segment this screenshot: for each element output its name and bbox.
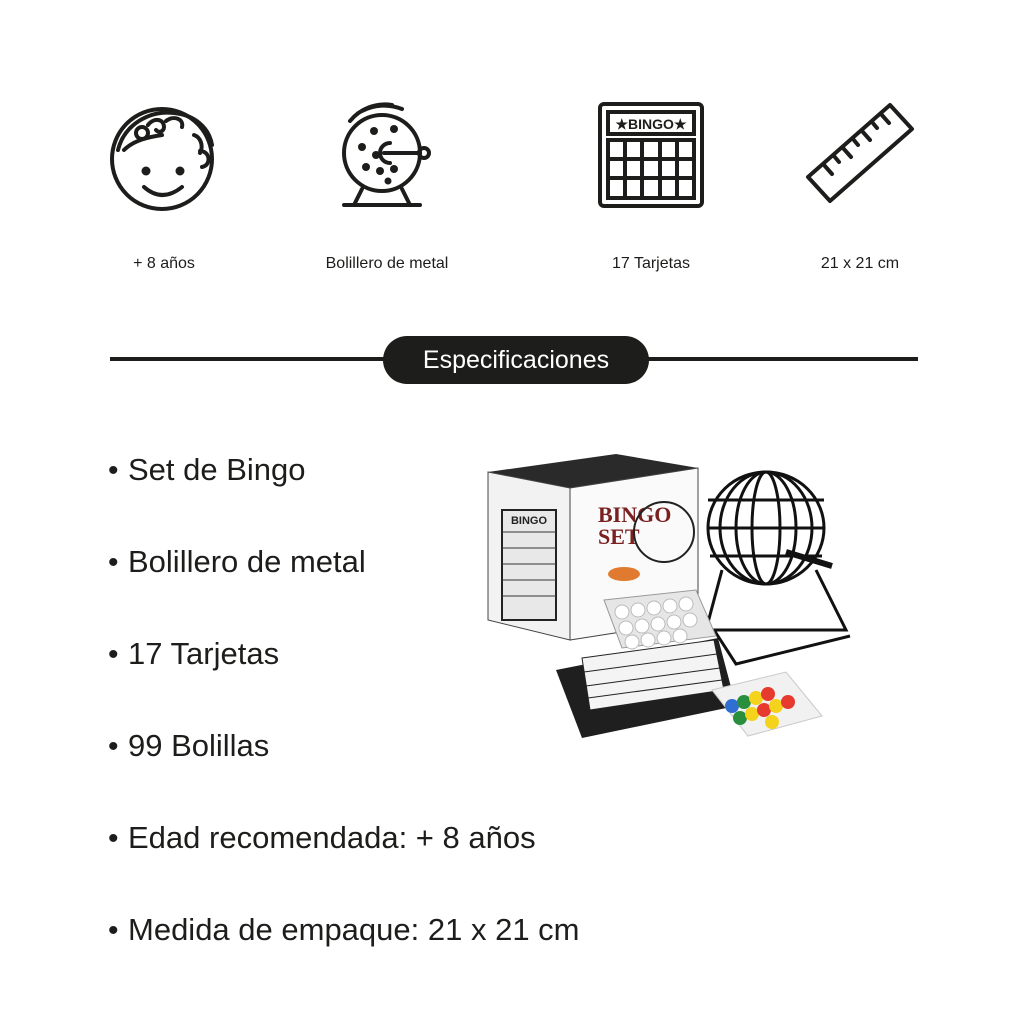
feature-cage-label: Bolillero de metal — [325, 255, 449, 272]
feature-cards-label: 17 Tarjetas — [612, 255, 690, 272]
bingo-card-icon-title: ★BINGO★ — [615, 116, 687, 132]
box-card-header: BINGO — [510, 515, 548, 527]
box-title-line2: SET — [598, 524, 640, 549]
bingo-card-icon — [541, 90, 761, 220]
ruler-icon — [750, 90, 970, 220]
bullet: • — [108, 638, 119, 671]
feature-cards — [541, 90, 761, 272]
spec-text: 17 Tarjetas — [128, 636, 280, 671]
product-image — [486, 440, 856, 750]
feature-age — [54, 90, 274, 272]
bullet: • — [108, 822, 119, 855]
cards-stack — [556, 638, 736, 738]
feature-size-label: 21 x 21 cm — [820, 255, 900, 272]
wire-cage — [706, 472, 850, 664]
child-face-icon — [54, 90, 274, 220]
spec-item — [108, 908, 580, 1000]
spec-text: Bolillero de metal — [128, 544, 366, 579]
spec-item — [108, 816, 580, 908]
section-title: Especificaciones — [383, 336, 649, 384]
divider-right — [644, 357, 918, 361]
box-title-line1: BINGO — [598, 502, 672, 527]
bingo-cage-icon — [277, 90, 497, 220]
bullet: • — [108, 914, 119, 947]
feature-age-label: + 8 años — [133, 255, 195, 272]
feature-size — [750, 90, 970, 272]
feature-cage — [277, 90, 497, 272]
divider-left — [110, 357, 388, 361]
spec-text: 99 Bolillas — [128, 728, 270, 763]
ball-tray — [604, 590, 716, 649]
spec-text: Edad recomendada: + 8 años — [128, 820, 536, 855]
bullet: • — [108, 546, 119, 579]
bullet: • — [108, 454, 119, 487]
spec-text: Set de Bingo — [128, 452, 306, 487]
bullet: • — [108, 730, 119, 763]
spec-text: Medida de empaque: 21 x 21 cm — [128, 912, 580, 947]
